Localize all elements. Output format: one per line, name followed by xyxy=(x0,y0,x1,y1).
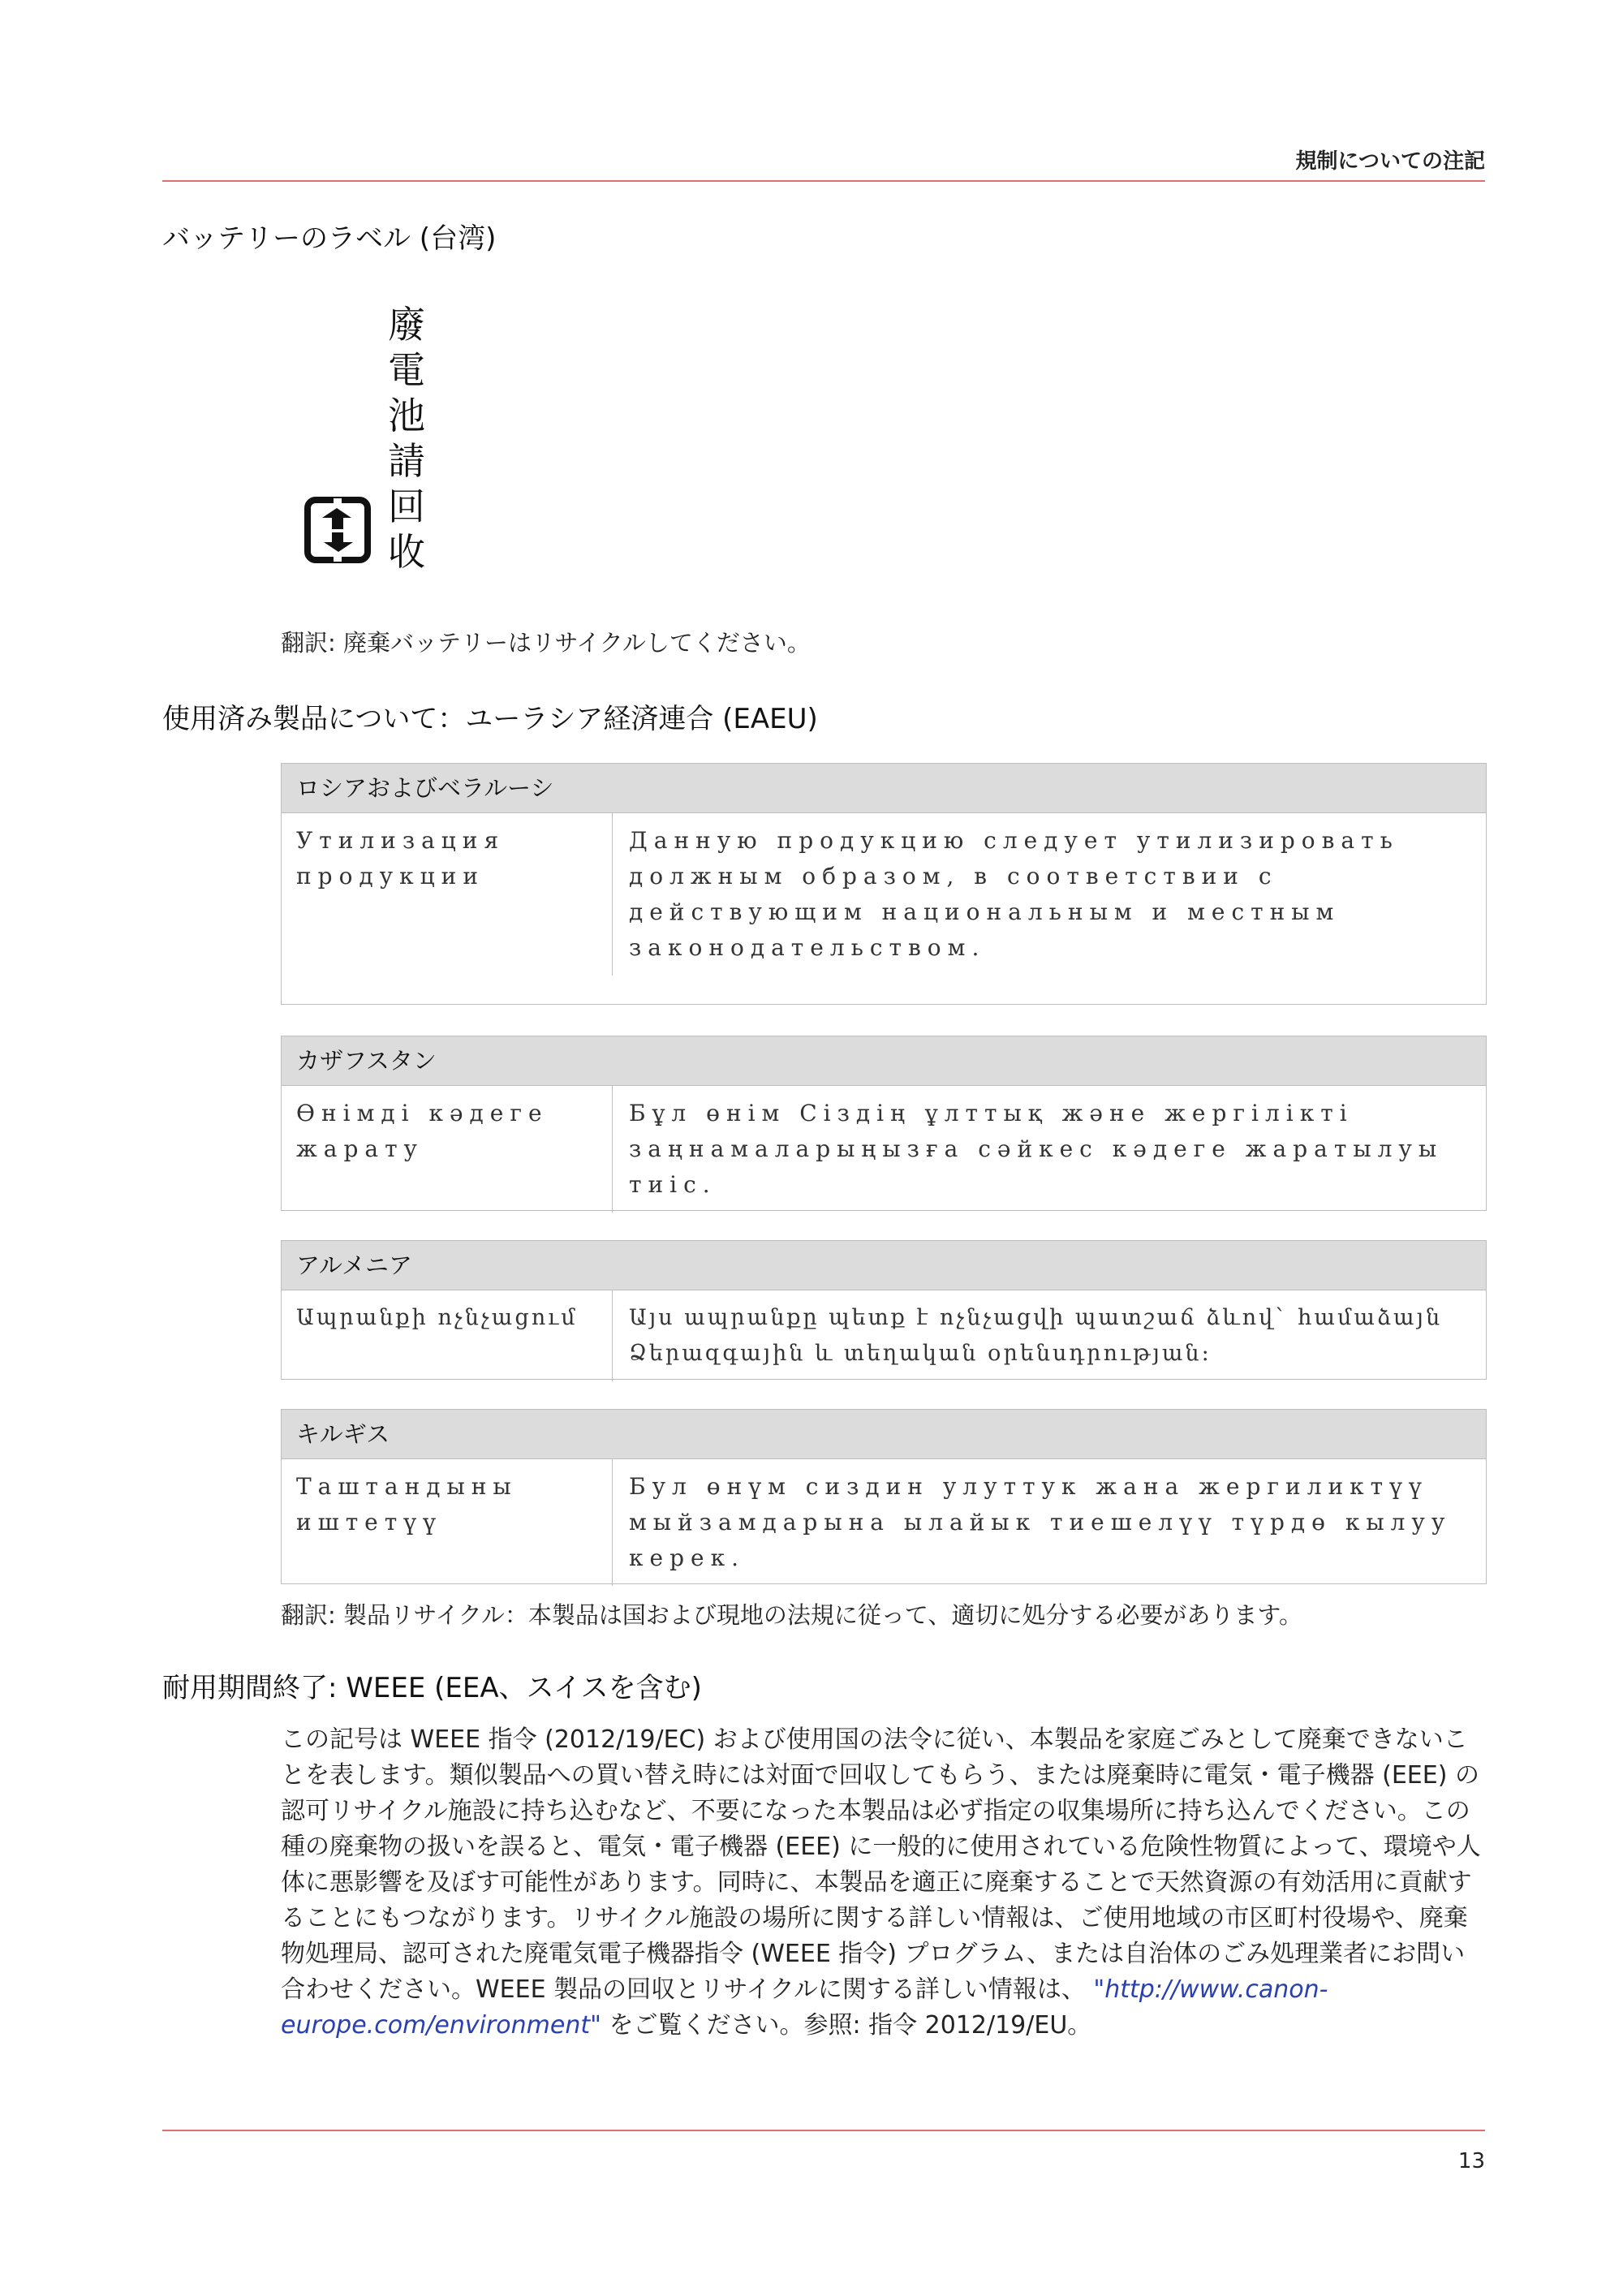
region-table-russia-belarus xyxy=(281,763,1487,1005)
disposal-text: Бул өнүм сиздин улуттук жана жергиликтүү мыйзамдарына ылайык тиешелүү түрдө кылуу керек. xyxy=(629,1473,1452,1571)
label-char: 廢 xyxy=(388,303,425,347)
recycle-icon xyxy=(304,497,371,563)
footer-rule xyxy=(162,2130,1485,2131)
weee-body-text: この記号は WEEE 指令 (2012/19/EC) および使用国の法令に従い、本製品を家庭ごみとして廃棄できないことを表します。類似製品への買い替え時には対面で回収してもらう、または廃棄時に電気・電子機器 (EEE) の認可リサイクル施設に持ち込むなど、不要になった本製品は必ず指定の収集場所に持ち込んでください。この種の廃棄物の扱いを誤ると、電気・電子機器 (EEE) に一般的に使用されている危険性物質によって、環境や人体に悪影響を及ぼす可能性があります。同時に、本製品を適正に廃棄することで天然資源の有効活用に貢献することにもつながります。リサイクル施設の場所に関する詳しい情報は、ご使用地域の市区町村役場や、廃棄物処理局、認可された廃電気電子機器指令 (WEEE 指令) プログラム、または自治体のごみ処理業者にお問い合わせください。WEEE 製品の回収とリサイクルに関する詳しい情報は、 xyxy=(281,1725,1481,2004)
disposal-title: Утилизация продукции xyxy=(296,827,506,890)
label-char: 請 xyxy=(388,439,425,483)
region-name: キルギス xyxy=(282,1410,1486,1459)
battery-heading: バッテリーのラベル (台湾) xyxy=(162,222,497,255)
running-header: 規制についての注記 xyxy=(1295,149,1485,174)
eaeu-translation: 翻訳: 製品リサイクル：本製品は国および現地の法規に従って、適切に処分する必要があります。 xyxy=(281,1601,1303,1629)
page-number: 13 xyxy=(1457,2149,1485,2173)
disposal-text: Այս ապրանքը պետք է ոչնչացվի պատշաճ ձևով` համաձայն Ձերազգային և տեղական օրենսդրության: xyxy=(629,1305,1443,1366)
weee-body xyxy=(281,1722,1488,2044)
disposal-text: Бұл өнім Сіздің ұлттық және жергілікті заңнамаларыңызға сәйкес кәдеге жаратылуы тиіс. xyxy=(629,1100,1444,1198)
disposal-title: Өнімді кәдеге жарату xyxy=(296,1100,549,1162)
environment-link[interactable]: "http://www.canon-europe.com/environment" xyxy=(281,1975,1328,2040)
weee-body-text-end: をご覧ください。参照: 指令 2012/19/EU。 xyxy=(601,2011,1092,2040)
region-table-kyrgyzstan xyxy=(281,1409,1487,1584)
region-name: アルメニア xyxy=(282,1241,1486,1290)
disposal-title: Ապրանքի ոչնչացում xyxy=(296,1305,578,1330)
eaeu-heading: 使用済み製品について：ユーラシア経済連合 (EAEU) xyxy=(162,703,818,735)
region-name: カザフスタン xyxy=(282,1036,1486,1086)
battery-label-chars xyxy=(382,302,431,575)
taiwan-battery-label xyxy=(304,302,434,578)
region-name: ロシアおよびベラルーシ xyxy=(282,764,1486,813)
label-char: 回 xyxy=(388,485,425,528)
region-table-kazakhstan xyxy=(281,1036,1487,1211)
disposal-title: Таштандыны иштетүү xyxy=(296,1473,518,1536)
label-char: 池 xyxy=(388,394,425,437)
label-char: 電 xyxy=(388,348,425,392)
battery-translation: 翻訳: 廃棄バッテリーはリサイクルしてください。 xyxy=(281,629,811,657)
region-table-armenia xyxy=(281,1240,1487,1380)
header-rule xyxy=(162,180,1485,182)
weee-heading: 耐用期間終了: WEEE (EEA、スイスを含む) xyxy=(162,1672,702,1704)
label-char: 收 xyxy=(388,530,425,574)
disposal-text: Данную продукцию следует утилизировать должным образом, в соответствии с действующим национальным и местным законодательством. xyxy=(629,827,1399,961)
